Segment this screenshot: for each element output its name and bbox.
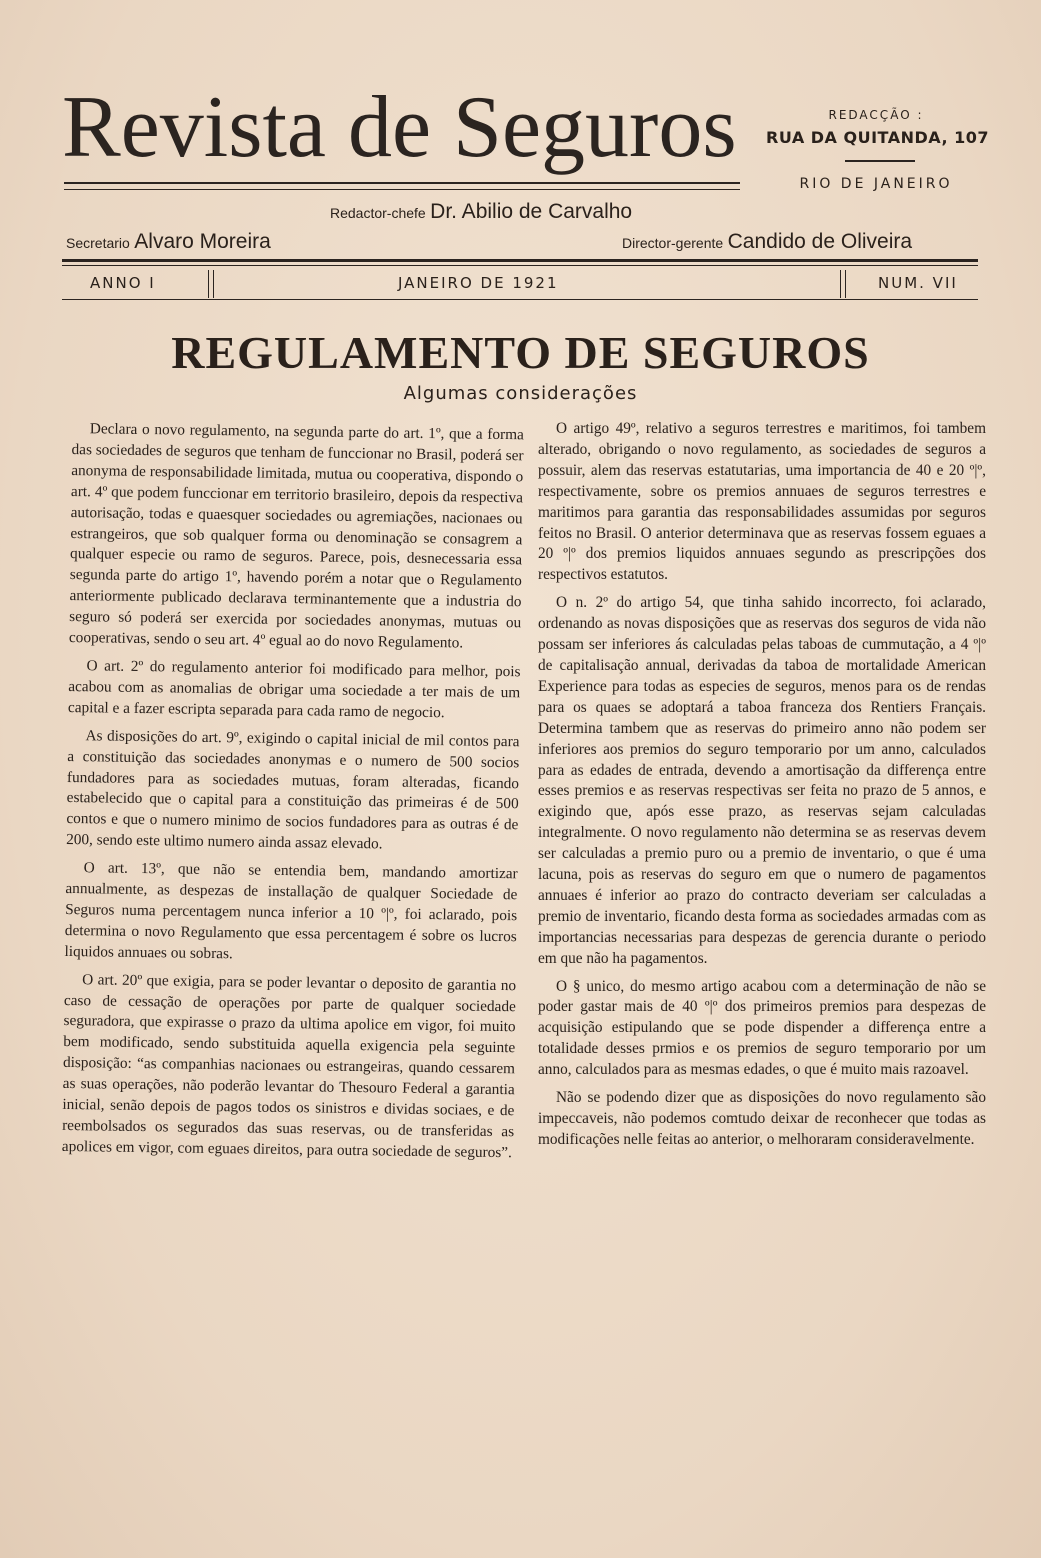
paragraph: Não se podendo dizer que as disposições do novo regulamento são impeccaveis, não podemos comtudo deixar de reconhecer que todas as modificações nelle feitas ao anterior, o melhoraram consideravelmente. (538, 1089, 986, 1148)
redaccao-label: REDACÇÃO : (828, 108, 924, 122)
editor-name: Dr. Abilio de Carvalho (430, 200, 633, 223)
secretary-line (66, 230, 271, 254)
article-title: REGULAMENTO DE SEGUROS (171, 327, 870, 378)
infobar-rule-top-thin (62, 265, 978, 266)
address-divider (845, 160, 915, 162)
article-subtitle: Algumas considerações (403, 383, 638, 404)
masthead-title: Revista de Seguros (62, 79, 737, 176)
infobar-rule-top (62, 259, 978, 262)
article-column-right (538, 419, 986, 1158)
paragraph: O artigo 49º, relativo a seguros terrestres e maritimos, foi tambem alterado, obrigando o novo regulamento, as sociedades de seguros a possuir, alem das reservas estatutarias, uma importancia de 40 e 20 º|º, respectivamente, sobre os premios annuaes de seguros terrestres e maritimos para garantia das responsabilidades assumidas por seguros feitos no Brasil. O anterior determinava que as reservas fossem eguaes a 20 º|º dos premios liquidos annuaes segundo as prescripções dos respectivos estatutos. (538, 420, 986, 584)
paragraph: O n. 2º do artigo 54, que tinha sahido incorrecto, foi aclarado, ordenando as novas disposições que as reservas dos seguros de vida não possam ser inferiores ás calculadas pelas taboas de cummutação, a 4 º|º de capitalisação annual, derivadas da taboa de mortalidade American Experience para todas as especies de seguros, menos para os de rendas para os quaes se adoptará a taboa franceza dos Rentiers Français. Determina tambem que as reservas do primeiro anno não podem ser inferiores aos premios do seguro temporario por um anno, calculados para as edades de entrada, devendo a amortisação da differença entre esses premios e as reservas respectivas ser feita no prazo de 5 annos, e exigindo que, após esse prazo, as reservas sejam calculadas integralmente. O novo regulamento não determina se as reservas devem ser calculadas a premio puro ou a premio de inventario, o que é uma lacuna, pois as reservas do seguro em que o numero de pagamentos annuaes é inferior ao prazo do contracto deveriam ser calculadas a premio de inventario, ficando desta forma as sociedades armadas com as importancias necessarias para despezas de gerencia durante o periodo em que não ha pagamentos. (538, 594, 986, 967)
editor-label: Redactor-chefe (330, 205, 426, 221)
paragraph: O art. 20º que exigia, para se poder levantar o deposito de garantia no caso de cessação de operações por parte de qualquer sociedade seguradora, que expirasse o prazo da ultima apolice em vigor, foi muito bem modificado, sendo substituida aquella exigencia pela seguinte disposição: “as companhias nacionaes ou estrangeiras, quando cessarem as suas operações, não poderão levantar do Thesouro Federal a garantia inicial, senão depois de pagos todos os sinistros e dividas sociaes, e de reembolsados os segurados das suas reservas, ou de transferidas as apolices em vigor, com eguaes direitos, para outra sociedade de seguros”. (61, 970, 517, 1162)
title-rule-bottom (64, 189, 740, 190)
editor-line (330, 200, 632, 224)
redaccao-address: RUA DA QUITANDA, 107 (766, 128, 990, 147)
issue-number: NUM. VII (878, 274, 958, 292)
infobar-rule-bottom (62, 299, 978, 300)
secretary-label: Secretario (66, 235, 130, 251)
paragraph: O § unico, do mesmo artigo acabou com a determinação de não se poder gastar mais de 40 º|º dos primeiros premios para despezas de acquisição estipulando que se pode dispender a differença entre a totalidade desses prmios e os premios de seguro temporario por um anno, calculados para as mesmas edades, o que é muito mais razoavel. (538, 977, 986, 1079)
director-name: Candido de Oliveira (727, 230, 913, 253)
paragraph: O art. 13º, que não se entendia bem, mandando amortizar annualmente, as despezas de installação de qualquer Sociedade de Seguros numa percentagem nunca inferior a 10 º|º, foi aclarado, pois determina o novo Regulamento que essa percentagem é sobre os lucros liquidos annuaes ou sobras. (64, 859, 518, 963)
paragraph: As disposições do art. 9º, exigindo o capital inicial de mil contos para a constituição das sociedades anonymas e o numero de 500 socios fundadores para as sociedades mutuas, foram alteradas, ficando estabelecido que o capital para a constituição das primeiras é de 500 contos e que o numero minimo de socios fundadores para as outras é de 200, sendo este ultimo numero ainda assaz elevado. (66, 726, 520, 853)
paragraph: Declara o novo regulamento, na segunda parte do art. 1º, que a forma das sociedades de seguros que tenham de funccionar no Brasil, poderá ser anonyma de responsabilidade limitada, mutua ou cooperativa, dispondo o art. 4º que podem funccionar em territorio brasileiro, depois da respectiva autorisação, todas e quaesquer sociedades ou agremiações, nacionaes ou estrangeiros, que sob qualquer forma ou denominação se consagrem a qualquer especie ou ramo de seguros. Parece, pois, desnecessaria essa segunda parte do artigo 1º, havendo porém a notar que o Regulamento anteriormente publicado declarava terminantemente que a industria do seguro só poderá ser exercida por sociedades anonymas, mutuas ou cooperativas, sendo o seu art. 4º egual ao do novo Regulamento. (68, 420, 524, 652)
city: RIO DE JANEIRO (799, 176, 953, 192)
paragraph: O art. 2º do regulamento anterior foi modificado para melhor, pois acabou com as anomalias de obrigar uma sociedade a ter mais de um capital e a fazer escripta separada para cada ramo de negocio. (67, 657, 521, 722)
issue-date: JANEIRO DE 1921 (398, 274, 559, 292)
director-label: Director-gerente (622, 235, 724, 251)
issue-info-bar (62, 270, 978, 298)
article-column-left (62, 419, 524, 1171)
director-line (622, 230, 912, 254)
issue-year: ANNO I (90, 274, 156, 292)
secretary-name: Alvaro Moreira (134, 230, 271, 253)
title-rule-top (64, 182, 740, 184)
